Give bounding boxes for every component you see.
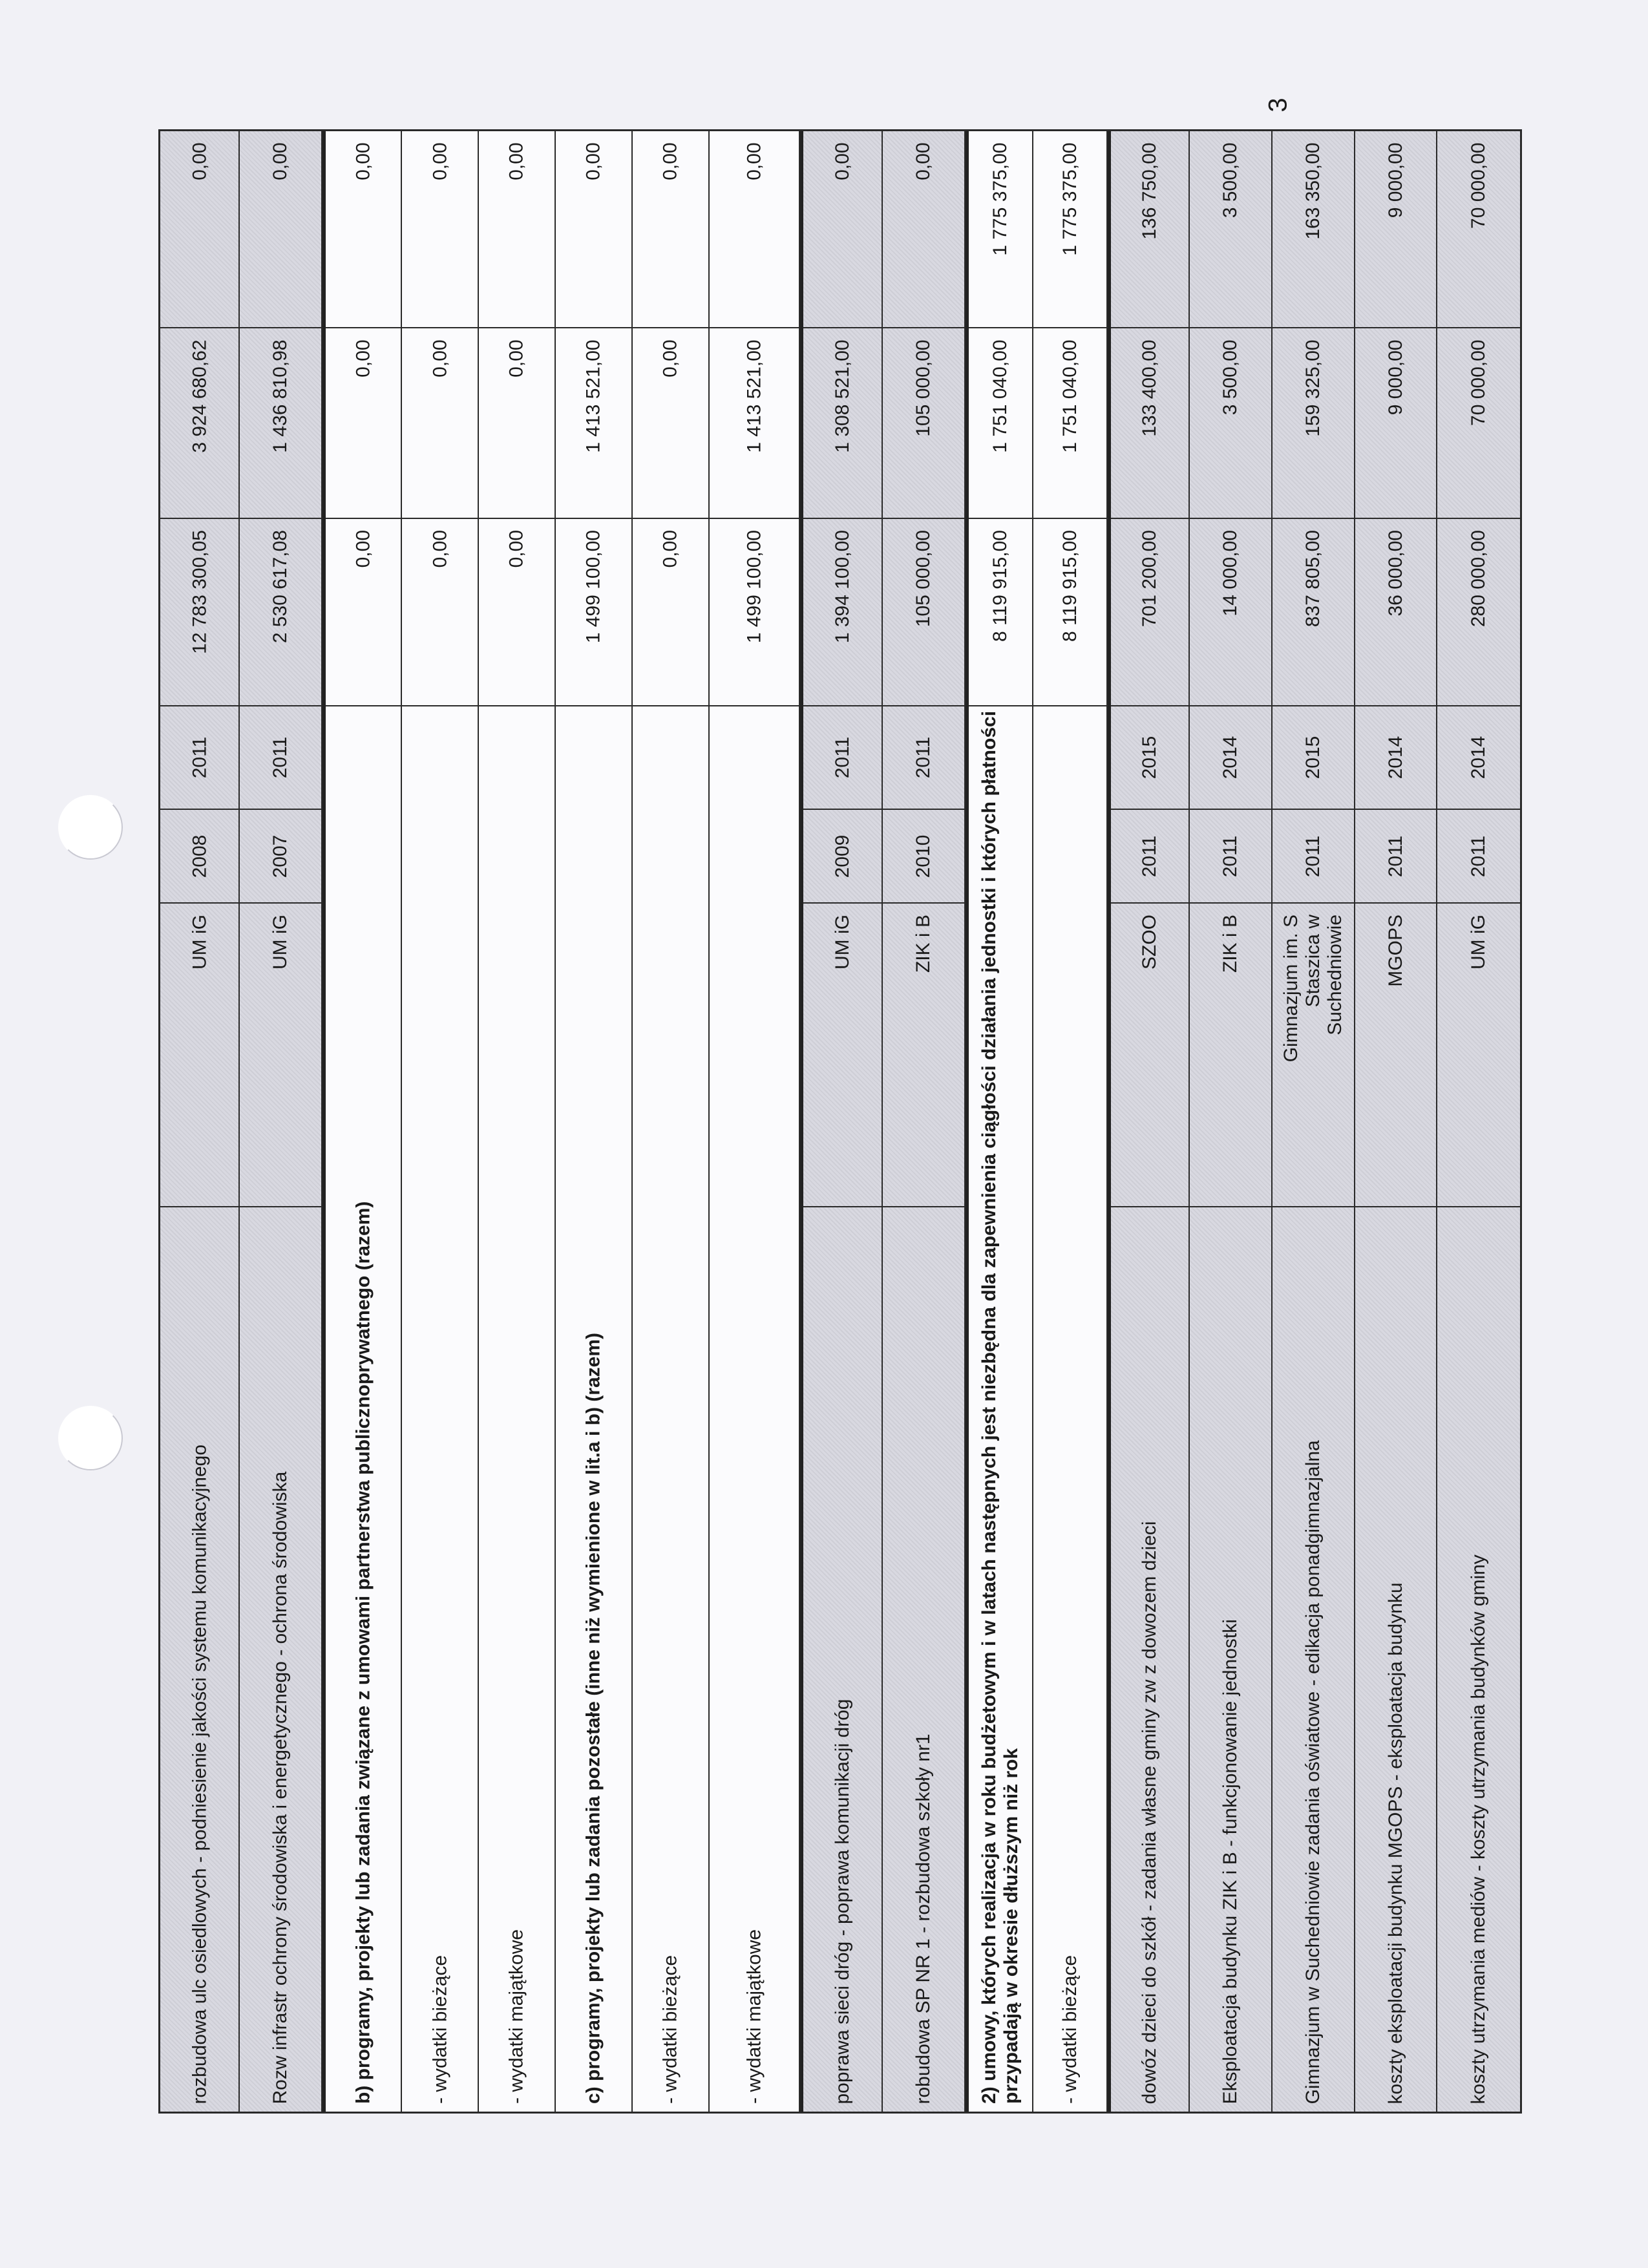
cell-limit-2010	[633, 328, 708, 519]
punch-hole-top	[58, 795, 123, 860]
cell-value: 8 119 915,00	[989, 530, 1011, 642]
cell-value: 2008	[188, 834, 210, 878]
cell-value: 1 499 100,00	[743, 530, 765, 644]
cell-to	[803, 706, 882, 810]
table-row	[710, 131, 801, 2112]
row-description: b) programy, projekty lub zadania związane z umowami partnerstwa publicznoprywatnego (razem)	[352, 1201, 374, 2104]
row-description: robudowa SP NR 1 - rozbudowa szkoły nr1	[913, 1733, 935, 2104]
cell-value: 163 350,00	[1302, 142, 1324, 240]
cell-limit-2011	[1273, 131, 1354, 328]
cell-limit-2011	[1355, 131, 1437, 328]
table-row	[402, 131, 479, 2112]
cell-value: 2011	[188, 736, 210, 779]
cell-limit-2011	[1033, 131, 1106, 328]
cell-value: 0,00	[659, 142, 681, 180]
cell-unit	[160, 904, 238, 1207]
row-description: Eksploatacja budynku ZIK i B - funkcjonowanie jednostki	[1220, 1618, 1241, 2104]
cell-total	[1190, 519, 1271, 706]
cell-limit-2011	[160, 131, 238, 328]
cell-limit-2010	[883, 328, 964, 519]
row-description: - wydatki bieżące	[1059, 1955, 1081, 2104]
cell-value: 1 499 100,00	[582, 530, 604, 644]
cell-limit-2010	[1111, 328, 1189, 519]
table-row	[633, 131, 710, 2112]
cell-value: 136 750,00	[1139, 142, 1161, 240]
cell-total	[1111, 519, 1189, 706]
cell-total	[1355, 519, 1437, 706]
table-row	[966, 131, 1034, 2112]
cell-value: 2015	[1302, 736, 1324, 779]
cell-value: 2014	[1220, 736, 1241, 779]
cell-value: 1 308 521,00	[831, 339, 853, 453]
cell-value: 70 000,00	[1468, 142, 1490, 229]
cell-value: 12 783 300,05	[188, 530, 210, 654]
cell-value: ZIK i B	[1220, 915, 1241, 973]
cell-limit-2011	[969, 131, 1033, 328]
table-row	[1108, 131, 1190, 2112]
cell-value: 0,00	[428, 339, 450, 377]
cell-limit-2011	[479, 131, 555, 328]
table-row	[1273, 131, 1355, 2112]
cell-value: 0,00	[505, 530, 527, 568]
row-description: - wydatki bieżące	[659, 1955, 681, 2104]
cell-value: 2014	[1468, 736, 1490, 779]
table-row	[1437, 131, 1520, 2112]
cell-desc	[1355, 1207, 1437, 2115]
cell-value: 3 924 680,62	[188, 339, 210, 453]
cell-from	[1190, 810, 1271, 904]
cell-value: 1 394 100,00	[831, 530, 853, 644]
cell-limit-2011	[1437, 131, 1520, 328]
cell-limit-2010	[1355, 328, 1437, 519]
cell-value: 1 413 521,00	[743, 339, 765, 453]
row-description: - wydatki bieżące	[428, 1955, 450, 2104]
cell-limit-2011	[402, 131, 478, 328]
cell-value: UM iG	[831, 915, 853, 970]
cell-to	[1190, 706, 1271, 810]
table-row	[479, 131, 556, 2112]
cell-value: 0,00	[352, 339, 374, 377]
cell-limit-2011	[710, 131, 799, 328]
cell-value: 2 530 617,08	[269, 530, 291, 644]
cell-to	[883, 706, 964, 810]
cell-value: 0,00	[743, 142, 765, 180]
cell-limit-2010	[1273, 328, 1354, 519]
cell-limit-2011	[883, 131, 964, 328]
cell-value: 0,00	[582, 142, 604, 180]
cell-value: UM iG	[269, 915, 291, 970]
cell-total	[326, 519, 401, 706]
cell-unit	[1190, 904, 1271, 1207]
cell-total	[633, 519, 708, 706]
cell-from	[803, 810, 882, 904]
cell-value: 0,00	[188, 142, 210, 180]
cell-value: 0,00	[913, 142, 935, 180]
row-description: - wydatki majątkowe	[505, 1929, 527, 2104]
cell-from	[1273, 810, 1354, 904]
cell-to	[1437, 706, 1520, 810]
table-row	[556, 131, 633, 2112]
cell-value: 14 000,00	[1220, 530, 1241, 617]
cell-desc	[479, 706, 555, 2115]
cell-from	[1111, 810, 1189, 904]
cell-value: 1 775 375,00	[989, 142, 1011, 256]
cell-unit	[1355, 904, 1437, 1207]
cell-value: 2011	[1384, 835, 1406, 877]
cell-value: 9 000,00	[1384, 339, 1406, 415]
row-description: Gimnazjum w Suchedniowie zadania oświatowe - edikacja ponadgimnazjalna	[1302, 1439, 1324, 2104]
cell-value: 2015	[1139, 736, 1161, 779]
cell-value: Gimnazjum im. S Staszica w Suchedniowie	[1280, 915, 1346, 1063]
cell-desc	[969, 706, 1033, 2115]
cell-limit-2011	[803, 131, 882, 328]
cell-unit	[1437, 904, 1520, 1207]
cell-value: 0,00	[505, 142, 527, 180]
cell-to	[240, 706, 321, 810]
table-row	[240, 131, 322, 2112]
cell-value: 2009	[831, 834, 853, 878]
cell-value: 0,00	[505, 339, 527, 377]
cell-total	[1273, 519, 1354, 706]
cell-to	[160, 706, 238, 810]
cell-limit-2010	[1190, 328, 1271, 519]
cell-limit-2010	[969, 328, 1033, 519]
cell-to	[1111, 706, 1189, 810]
cell-total	[1033, 519, 1106, 706]
cell-total	[240, 519, 321, 706]
cell-value: 9 000,00	[1384, 142, 1406, 218]
cell-total	[969, 519, 1033, 706]
cell-value: 2011	[1139, 835, 1161, 877]
cell-desc	[1437, 1207, 1520, 2115]
cell-value: 1 413 521,00	[582, 339, 604, 453]
cell-value: 159 325,00	[1302, 339, 1324, 437]
cell-value: 2011	[831, 736, 853, 779]
cell-unit	[883, 904, 964, 1207]
cell-limit-2010	[803, 328, 882, 519]
cell-value: 1 775 375,00	[1059, 142, 1081, 256]
cell-total	[479, 519, 555, 706]
row-description: dowóz dzieci do szkół - zadania własne gminy zw z dowozem dzieci	[1139, 1520, 1161, 2104]
cell-total	[1437, 519, 1520, 706]
cell-value: 0,00	[428, 142, 450, 180]
cell-value: 2011	[269, 736, 291, 779]
cell-value: 1 751 040,00	[1059, 339, 1081, 453]
cell-value: 280 000,00	[1468, 530, 1490, 628]
table-row	[1033, 131, 1107, 2112]
row-description: poprawa sieci dróg - poprawa komunikacji dróg	[831, 1699, 853, 2104]
cell-desc	[160, 1207, 238, 2115]
cell-desc	[326, 706, 401, 2115]
cell-desc	[556, 706, 631, 2115]
cell-desc	[402, 706, 478, 2115]
page-number: 3	[1263, 98, 1293, 112]
cell-desc	[1033, 706, 1106, 2115]
row-description: Rozw infrastr ochrony środowiska i energetycznego - ochrona środowiska	[269, 1471, 291, 2104]
cell-desc	[883, 1207, 964, 2115]
cell-value: 105 000,00	[913, 339, 935, 437]
cell-desc	[710, 706, 799, 2115]
cell-desc	[633, 706, 708, 2115]
cell-limit-2010	[710, 328, 799, 519]
cell-desc	[803, 1207, 882, 2115]
row-description: koszty eksploatacji budynku MGOPS - eksploatacja budynku	[1384, 1582, 1406, 2104]
cell-value: UM iG	[188, 915, 210, 970]
table-row	[160, 131, 240, 2112]
cell-value: 2011	[1302, 835, 1324, 877]
cell-value: 2010	[913, 834, 935, 878]
cell-total	[710, 519, 799, 706]
punch-hole-bottom	[58, 1406, 123, 1470]
table-row	[883, 131, 966, 2112]
cell-value: 837 805,00	[1302, 530, 1324, 628]
cell-value: 1 436 810,98	[269, 339, 291, 453]
cell-value: UM iG	[1468, 915, 1490, 970]
cell-unit	[803, 904, 882, 1207]
cell-total	[402, 519, 478, 706]
cell-from	[160, 810, 238, 904]
cell-value: 0,00	[352, 142, 374, 180]
table-row	[1190, 131, 1273, 2112]
cell-value: 0,00	[352, 530, 374, 568]
row-description: c) programy, projekty lub zadania pozostałe (inne niż wymienione w lit.a i b) (razem)	[582, 1333, 604, 2104]
cell-desc	[1111, 1207, 1189, 2115]
cell-unit	[240, 904, 321, 1207]
cell-value: 3 500,00	[1220, 339, 1241, 415]
investment-table	[158, 129, 1522, 2114]
cell-total	[160, 519, 238, 706]
cell-limit-2010	[1437, 328, 1520, 519]
cell-limit-2011	[240, 131, 321, 328]
cell-desc	[1190, 1207, 1271, 2115]
cell-limit-2011	[326, 131, 401, 328]
table-row	[1355, 131, 1438, 2112]
row-description: koszty utrzymania mediów - koszty utrzymania budynków gminy	[1468, 1554, 1490, 2104]
cell-limit-2011	[1190, 131, 1271, 328]
cell-limit-2011	[1111, 131, 1189, 328]
cell-unit	[1273, 904, 1354, 1207]
cell-value: 0,00	[831, 142, 853, 180]
row-description: rozbudowa ulc osiedlowych - podniesienie jakości systemu komunikacyjnego	[188, 1444, 210, 2104]
cell-value: 36 000,00	[1384, 530, 1406, 617]
cell-value: 0,00	[659, 339, 681, 377]
cell-value: 2011	[1220, 835, 1241, 877]
cell-value: 2011	[1468, 835, 1490, 877]
cell-value: 70 000,00	[1468, 339, 1490, 426]
cell-value: 2007	[269, 834, 291, 878]
cell-value: 8 119 915,00	[1059, 530, 1081, 642]
cell-to	[1273, 706, 1354, 810]
cell-value: SZOO	[1139, 915, 1161, 970]
cell-limit-2010	[326, 328, 401, 519]
cell-value: 0,00	[269, 142, 291, 180]
cell-from	[883, 810, 964, 904]
cell-value: 105 000,00	[913, 530, 935, 628]
cell-value: 0,00	[428, 530, 450, 568]
cell-desc	[1273, 1207, 1354, 2115]
cell-from	[240, 810, 321, 904]
cell-to	[1355, 706, 1437, 810]
cell-from	[1355, 810, 1437, 904]
cell-value: MGOPS	[1384, 915, 1406, 987]
cell-from	[1437, 810, 1520, 904]
row-description: 2) umowy, których realizacja w roku budżetowym i w latach następnych jest niezbędna dla zapewnienia ciągłości działania jednostki i których płatności przypadają w okresie dłuższym niż rok	[978, 710, 1022, 2104]
cell-total	[556, 519, 631, 706]
cell-total	[803, 519, 882, 706]
cell-limit-2010	[556, 328, 631, 519]
cell-value: 3 500,00	[1220, 142, 1241, 218]
cell-limit-2011	[633, 131, 708, 328]
cell-value: 701 200,00	[1139, 530, 1161, 628]
cell-value: 2011	[913, 736, 935, 779]
cell-value: 2014	[1384, 736, 1406, 779]
cell-limit-2010	[160, 328, 238, 519]
cell-value: ZIK i B	[913, 915, 935, 973]
cell-limit-2010	[240, 328, 321, 519]
cell-limit-2010	[402, 328, 478, 519]
row-description: - wydatki majątkowe	[743, 1929, 765, 2104]
cell-limit-2010	[479, 328, 555, 519]
cell-value: 133 400,00	[1139, 339, 1161, 437]
cell-value: 1 751 040,00	[989, 339, 1011, 453]
table-row	[322, 131, 402, 2112]
cell-value: 0,00	[659, 530, 681, 568]
cell-limit-2011	[556, 131, 631, 328]
cell-desc	[240, 1207, 321, 2115]
cell-limit-2010	[1033, 328, 1106, 519]
table-row	[800, 131, 883, 2112]
cell-total	[883, 519, 964, 706]
cell-unit	[1111, 904, 1189, 1207]
